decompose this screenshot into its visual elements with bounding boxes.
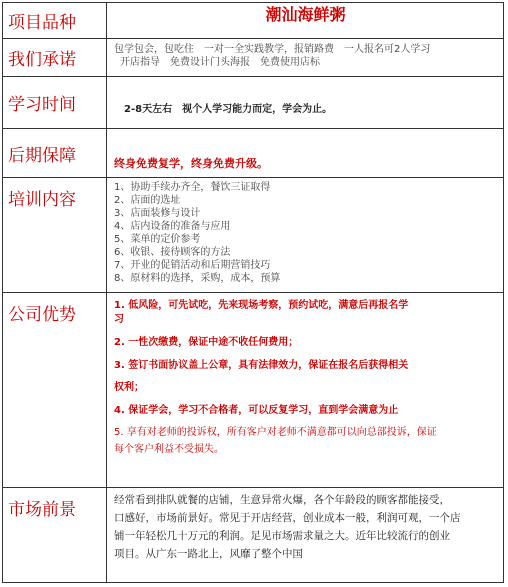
row-advantage bbox=[3, 293, 503, 488]
row-market bbox=[3, 488, 503, 582]
label-project: 项目品种 bbox=[3, 3, 107, 38]
promise-line: 开店指导 免费设计门头海报 免费使用店标 bbox=[120, 57, 320, 68]
row-guarantee bbox=[3, 129, 503, 178]
content-market bbox=[108, 488, 503, 582]
training-item: 7、开业的促销活动和后期营销技巧 bbox=[114, 260, 271, 271]
advantage-line: 5. 享有对老师的投诉权，所有客户对老师不满意都可以向总部投诉，保证 bbox=[114, 427, 437, 438]
advantage-line: 权利； bbox=[114, 382, 144, 393]
advantage-line: 2. 一性次缴费，保证中途不收任何费用； bbox=[114, 337, 299, 348]
guarantee-text: 终身免费复学，终身免费升级。 bbox=[114, 157, 268, 170]
project-title: 潮汕海鲜粥 bbox=[265, 5, 346, 24]
row-training bbox=[3, 178, 503, 293]
advantage-line: 习 bbox=[114, 314, 124, 325]
label-guarantee: 后期保障 bbox=[3, 129, 107, 177]
training-item: 4、店内设备的准备与应用 bbox=[114, 221, 231, 232]
content-training bbox=[108, 178, 503, 292]
info-table bbox=[2, 2, 504, 583]
advantage-line: 3. 签订书面协议盖上公章，具有法律效力，保证在报名后获得相关 bbox=[114, 360, 409, 371]
market-line: 口感好，市场前景好。常见于开店经营，创业成本一般，利润可观，一个店 bbox=[114, 512, 461, 524]
label-market: 市场前景 bbox=[3, 488, 107, 582]
advantage-line: 每个客户利益不受损失。 bbox=[114, 444, 224, 455]
row-time bbox=[3, 77, 503, 129]
training-item: 8、原材料的选择，采购，成本，预算 bbox=[114, 273, 281, 284]
training-item: 2、店面的选址 bbox=[114, 195, 181, 206]
time-text: 2-8天左右 视个人学习能力而定，学会为止。 bbox=[124, 104, 333, 115]
promise-line: 包学包会，包吃住 一对一全实践教学，报销路费 一人报名可2人学习 bbox=[114, 44, 431, 55]
market-line: 铺一年轻松几十万元的利润。足见市场需求量之大。近年比较流行的创业 bbox=[114, 530, 450, 542]
content-time bbox=[108, 77, 503, 128]
content-promise bbox=[108, 39, 503, 76]
row-project bbox=[3, 3, 503, 39]
training-item: 6、收银、接待顾客的方法 bbox=[114, 247, 231, 258]
label-advantage: 公司优势 bbox=[3, 293, 107, 487]
label-promise: 我们承诺 bbox=[3, 39, 107, 76]
market-line: 经常看到排队就餐的店铺，生意异常火爆，各个年龄段的顾客都能接受， bbox=[114, 494, 450, 506]
advantage-line: 4. 保证学会，学习不合格者，可以反复学习，直到学会满意为止 bbox=[114, 405, 399, 416]
content-advantage bbox=[108, 293, 503, 487]
advantage-line: 1. 低风险，可先试吃，先来现场考察，预约试吃，满意后再报名学 bbox=[114, 300, 409, 311]
training-item: 3、店面装修与设计 bbox=[114, 208, 201, 219]
content-project bbox=[108, 3, 503, 38]
training-item: 5、菜单的定价参考 bbox=[114, 234, 201, 245]
label-training: 培训内容 bbox=[3, 178, 107, 292]
training-item: 1、协助手续办齐全，餐饮三证取得 bbox=[114, 182, 271, 193]
label-time: 学习时间 bbox=[3, 77, 107, 128]
content-guarantee bbox=[108, 129, 503, 177]
market-line: 项目。从广东一路北上，风靡了整个中国 bbox=[114, 548, 303, 560]
row-promise bbox=[3, 39, 503, 77]
